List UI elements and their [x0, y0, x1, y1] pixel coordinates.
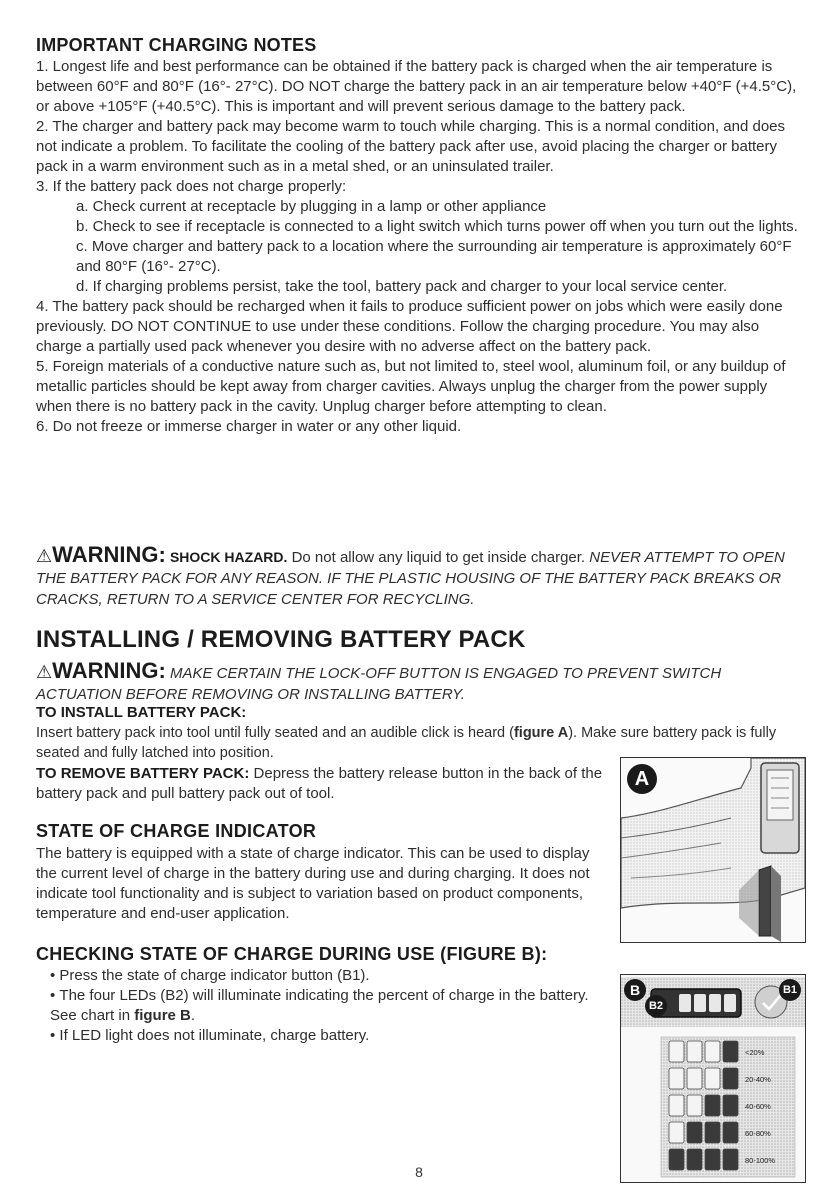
callout-b1: B1: [779, 979, 801, 1001]
charging-notes-title: IMPORTANT CHARGING NOTES: [36, 35, 317, 55]
install-warning-text: MAKE CERTAIN THE LOCK-OFF BUTTON IS ENGAGED TO PREVENT SWITCH ACTUATION BEFORE REMOVING OR INSTALLING BATTERY.: [36, 665, 722, 703]
led-segment: [723, 1095, 738, 1116]
charge-level-label: 60-80%: [745, 1129, 771, 1138]
charge-level-label: <20%: [745, 1048, 765, 1057]
note-4: 4. The battery pack should be recharged when it fails to produce sufficient power on jobs which were easily done previously. DO NOT CONTINUE to use under these conditions. Follow the charging procedure. You may also charge a partially used pack whenever you desire with no adverse affect on the battery pack.: [36, 298, 783, 355]
led-segment: [687, 1095, 702, 1116]
charging-notes-body: [36, 57, 806, 437]
bullet-2-end: .: [190, 1007, 196, 1024]
led-segment: [687, 1068, 702, 1089]
figure-a-ref: figure A: [513, 725, 569, 741]
charge-level-label: 80-100%: [745, 1156, 776, 1165]
note-1: 1. Longest life and best performance can be obtained if the battery pack is charged when the air temperature is between 60°F and 80°F (16°- 27°C). DO NOT charge the battery pack in an air temperature below +40°F (+4.5°C), or above +105°F (+40.5°C). This is important and will prevent serious damage to the battery pack.: [36, 58, 797, 115]
led-segment: [687, 1122, 702, 1143]
installing-title: INSTALLING / REMOVING BATTERY PACK: [36, 626, 526, 653]
figure-b-ref: figure B: [134, 1007, 191, 1024]
note-3d: d. If charging problems persist, take the tool, battery pack and charger to your local service center.: [76, 278, 728, 295]
figure-b: [620, 974, 806, 1183]
state-title: STATE OF CHARGE INDICATOR: [36, 821, 317, 841]
warning-word: WARNING:: [52, 658, 166, 683]
led-segment: [723, 1068, 738, 1089]
shock-warning-text: Do not allow any liquid to get inside charger.: [287, 549, 590, 566]
install-text-a: Insert battery pack into tool until fully seated and an audible click is heard (: [36, 725, 514, 741]
note-3b: b. Check to see if receptacle is connected to a light switch which turns power off when you turn out the lights.: [76, 218, 798, 235]
led-segment: [723, 1041, 738, 1062]
page-number: 8: [415, 1164, 423, 1180]
note-3: 3. If the battery pack does not charge properly:: [36, 178, 347, 195]
install-warning: [36, 660, 796, 705]
charge-level-label: 20-40%: [745, 1075, 771, 1084]
remove-text-body: Depress the battery release button in the back of the battery pack and pull battery pack out of tool.: [36, 765, 603, 802]
note-6: 6. Do not freeze or immerse charger in water or any other liquid.: [36, 418, 462, 435]
checking-bullets: [50, 966, 615, 1046]
warning-triangle-icon: ⚠: [36, 546, 53, 566]
state-text: The battery is equipped with a state of charge indicator. This can be used to display the current level of charge in the battery during use and during charging. It does not indicate tool functionality and is subject to variation based on product components, temperature and end-user application.: [36, 845, 590, 922]
install-text-b: ). Make sure battery pack is fully seated and fully latched into position.: [36, 725, 777, 761]
figure-a-badge: A: [627, 764, 657, 794]
figure-b-badge: B: [624, 979, 646, 1001]
bullet-2: [50, 986, 615, 1026]
led-segment: [687, 1041, 702, 1062]
note-5: 5. Foreign materials of a conductive nature such as, but not limited to, steel wool, aluminum foil, or any buildup of metallic particles should be kept away from charger cavities. Always unplug the charger from the power supply when there is no battery pack in the cavity. Unplug charger before attempting to clean.: [36, 358, 786, 415]
note-3c: c. Move charger and battery pack to a location where the surrounding air temperature is approximately 60°F and 80°F (16°- 27°C).: [76, 238, 792, 275]
led-segment: [669, 1041, 684, 1062]
shock-warning: [36, 544, 811, 610]
led-segment: [723, 1122, 738, 1143]
callout-b2: B2: [645, 995, 667, 1017]
warning-word: WARNING:: [52, 542, 166, 567]
shock-warning-italic: NEVER ATTEMPT TO OPEN THE BATTERY PACK FOR ANY REASON. IF THE PLASTIC HOUSING OF THE BATTERY PACK BREAKS OR CRACKS, RETURN TO A SERVICE CENTER FOR RECYCLING.: [36, 549, 785, 608]
warning-triangle-icon: ⚠: [36, 662, 53, 682]
led-segment: [669, 1122, 684, 1143]
remove-text: [36, 764, 606, 804]
checking-title: CHECKING STATE OF CHARGE DURING USE (FIGURE B):: [36, 944, 548, 964]
remove-heading: TO REMOVE BATTERY PACK:: [36, 765, 250, 782]
bullet-3: • If LED light does not illuminate, charge battery.: [50, 1026, 615, 1046]
shock-hazard-label: SHOCK HAZARD.: [169, 549, 288, 565]
install-heading: TO INSTALL BATTERY PACK:: [36, 704, 247, 721]
note-3a: a. Check current at receptacle by plugging in a lamp or other appliance: [76, 198, 547, 215]
note-2: 2. The charger and battery pack may become warm to touch while charging. This is a normal condition, and does not indicate a problem. To facilitate the cooling of the battery pack after use, avoid placing the charger or battery pack in a warm environment such as in a metal shed, or an uninsulated trailer.: [36, 118, 786, 175]
led-segment: [669, 1068, 684, 1089]
bullet-2-text: • The four LEDs (B2) will illuminate indicating the percent of charge in the battery. See chart in: [50, 987, 589, 1024]
bullet-1: • Press the state of charge indicator button (B1).: [50, 966, 615, 986]
led-segment: [705, 1095, 720, 1116]
charge-level-label: 40-60%: [745, 1102, 771, 1111]
led-segment: [669, 1095, 684, 1116]
led-segment: [705, 1041, 720, 1062]
led-segment: [705, 1122, 720, 1143]
figure-a: [620, 757, 806, 943]
led-segment: [705, 1068, 720, 1089]
